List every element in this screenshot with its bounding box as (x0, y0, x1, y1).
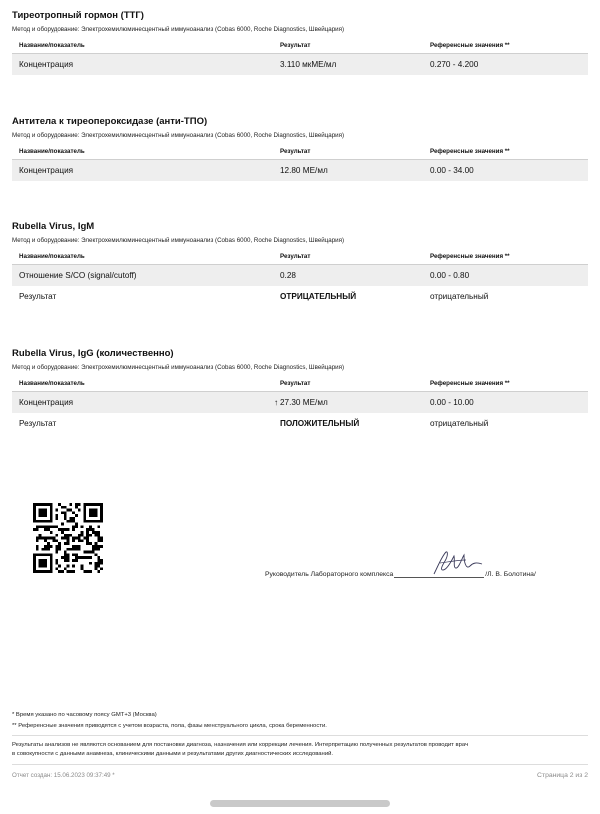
row-result-cell (272, 392, 422, 413)
row-name: Отношение S/CO (signal/cutoff) (19, 271, 137, 280)
header-reference: Референсные значения ** (430, 148, 510, 155)
row-name: Концентрация (19, 398, 74, 407)
section-method: Метод и оборудование: Электрохемилюминесцентный иммуноанализ (Cobas 6000, Roche Diagnostics, Швейцария) (12, 26, 345, 33)
header-name: Название/показатель (19, 380, 85, 387)
section-anti-tpo (12, 115, 588, 181)
arrow-up-icon: ↑ (273, 398, 279, 407)
qr-code-icon (33, 502, 103, 574)
table-row (12, 160, 588, 181)
table-header (12, 39, 588, 54)
row-result: 12.80 МЕ/мл (280, 166, 328, 175)
table-row (12, 392, 588, 413)
row-result: 27.30 МЕ/мл (280, 398, 328, 407)
divider (12, 735, 588, 736)
header-reference: Референсные значения ** (430, 253, 510, 260)
row-name: Концентрация (19, 60, 74, 69)
row-result: ПОЛОЖИТЕЛЬНЫЙ (280, 419, 360, 428)
header-name: Название/показатель (19, 42, 85, 49)
section-method: Метод и оборудование: Электрохемилюминесцентный иммуноанализ (Cobas 6000, Roche Diagnostics, Швейцария) (12, 364, 345, 371)
signature-label: Руководитель Лабораторного комплекса (265, 571, 394, 578)
page-number: Страница 2 из 2 (537, 772, 588, 779)
row-reference: отрицательный (430, 292, 489, 301)
footnote-timezone: * Время указано по часовому поясу GMT+3 (Москва) (12, 712, 157, 718)
disclaimer-line-2: в совокупности с данными анамнеза, клиническими данными и результатами других диагностических исследований. (12, 751, 334, 757)
row-reference: 0.270 - 4.200 (430, 60, 479, 69)
signature-line (265, 569, 536, 578)
section-title: Антитела к тиреопероксидазе (анти-ТПО) (12, 116, 208, 127)
section-method: Метод и оборудование: Электрохемилюминесцентный иммуноанализ (Cobas 6000, Roche Diagnostics, Швейцария) (12, 132, 345, 139)
table-row (12, 286, 588, 307)
divider (12, 764, 588, 765)
row-reference: 0.00 - 0.80 (430, 271, 470, 280)
signature-name: /Л. В. Болотина/ (485, 571, 536, 578)
row-name: Результат (19, 419, 57, 428)
row-name: Результат (19, 292, 57, 301)
scrollbar[interactable] (210, 800, 390, 807)
row-reference: 0.00 - 34.00 (430, 166, 474, 175)
section-rubella-igm (12, 220, 588, 307)
report-created: Отчет создан: 15.06.2023 09:37:49 * (12, 772, 115, 779)
header-reference: Референсные значения ** (430, 42, 510, 49)
disclaimer-line-1: Результаты анализов не являются основанием для постановки диагноза, назначения или коррекции лечения. Интерпретацию полученных результатов проводит врач (12, 742, 469, 748)
header-reference: Референсные значения ** (430, 380, 510, 387)
table-header (12, 145, 588, 160)
section-rubella-igg (12, 347, 588, 434)
section-method: Метод и оборудование: Электрохемилюминесцентный иммуноанализ (Cobas 6000, Roche Diagnostics, Швейцария) (12, 237, 345, 244)
footnote-reference: ** Референсные значения приводятся с учетом возраста, пола, фазы менструального цикла, срока беременности. (12, 723, 327, 729)
header-result: Результат (280, 42, 311, 49)
section-title: Rubella Virus, IgM (12, 221, 95, 232)
table-row (12, 265, 588, 286)
section-title: Тиреотропный гормон (ТТГ) (12, 10, 144, 21)
header-result: Результат (280, 148, 311, 155)
section-title: Rubella Virus, IgG (количественно) (12, 348, 174, 359)
table-header (12, 250, 588, 265)
row-name: Концентрация (19, 166, 74, 175)
section-tsh (12, 9, 588, 75)
row-result: 3.110 мкМЕ/мл (280, 60, 337, 69)
table-header (12, 377, 588, 392)
header-name: Название/показатель (19, 148, 85, 155)
row-reference: отрицательный (430, 419, 489, 428)
row-reference: 0.00 - 10.00 (430, 398, 474, 407)
table-row (12, 54, 588, 75)
header-result: Результат (280, 253, 311, 260)
header-result: Результат (280, 380, 311, 387)
table-row (12, 413, 588, 434)
row-result: 0.28 (280, 271, 296, 280)
row-result: ОТРИЦАТЕЛЬНЫЙ (280, 292, 357, 301)
signature-blank (394, 569, 484, 578)
header-name: Название/показатель (19, 253, 85, 260)
